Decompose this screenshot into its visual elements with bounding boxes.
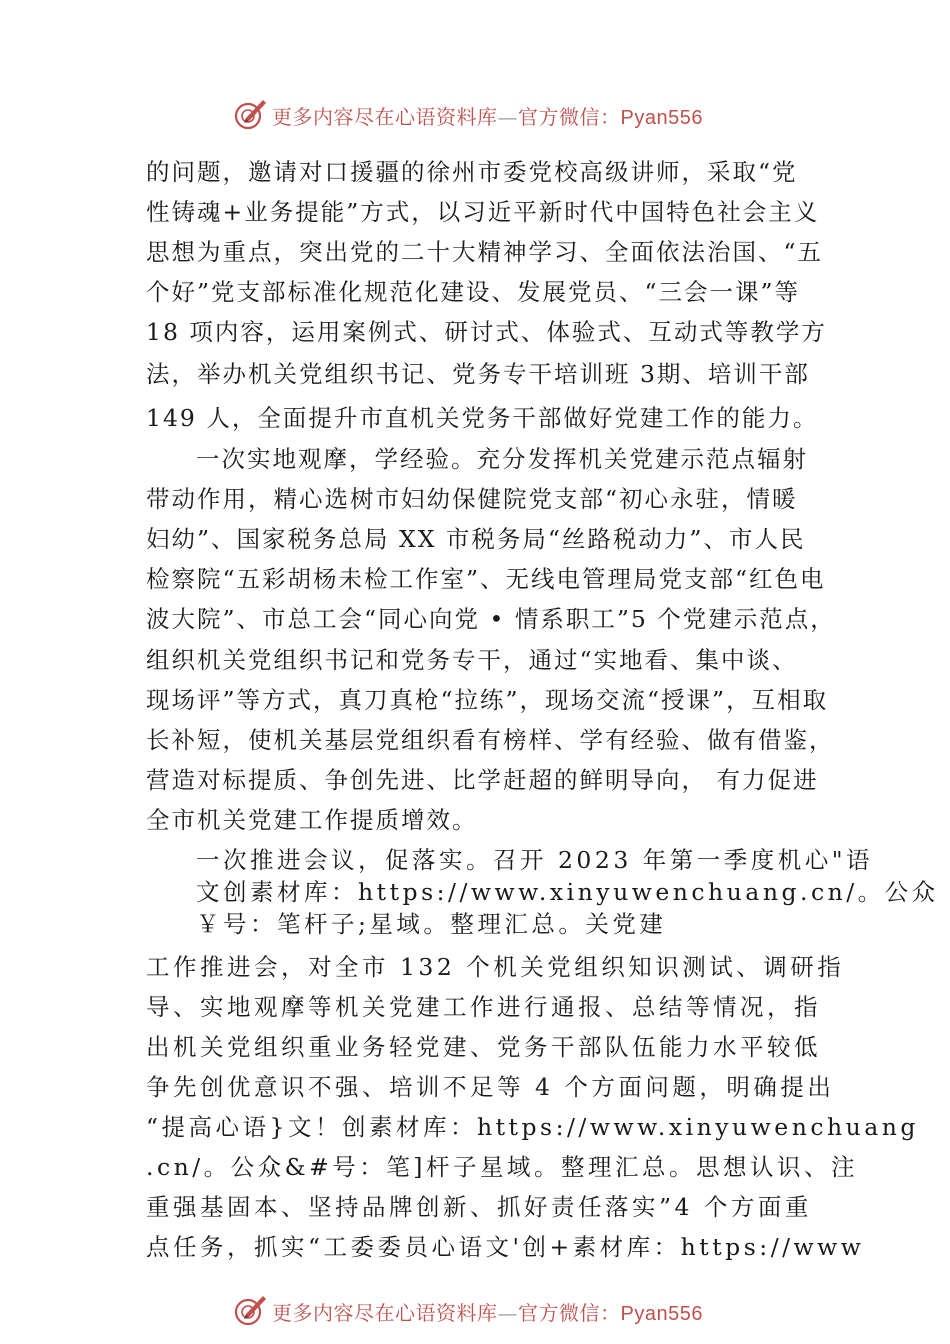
body-line: 妇幼”、国家税务总局 XX 市税务局“丝路税动力”、市人民: [146, 525, 806, 553]
body-line: ￥号：笔杆子;星域。整理汇总。关党建: [196, 910, 667, 938]
body-line: 出机关党组织重业务轻党建、党务干部队伍能力水平较低: [146, 1033, 821, 1061]
watermark-suffix: 官方微信：: [518, 105, 621, 129]
watermark-title: 更多内容尽在心语资料库: [272, 1301, 498, 1325]
body-line: 一次实地观摩，学经验。充分发挥机关党建示范点辐射: [196, 445, 808, 473]
body-line: 149 人，全面提升市直机关党务干部做好党建工作的能力。: [146, 404, 819, 432]
body-line: 点任务，抓实“工委委员心语文'创+素材库：https://www: [146, 1233, 865, 1261]
body-line: 现场评”等方式，真刀真枪“拉练”，现场交流“授课”，互相取: [146, 686, 829, 714]
body-line: .cn/。公众&#号：笔]杆子星域。整理汇总。思想认识、注: [146, 1153, 858, 1181]
watermark-code: Pyan556: [620, 1303, 703, 1325]
body-line: 全市机关党建工作提质增效。: [146, 806, 478, 834]
body-line: 波大院”、市总工会“同心向党 • 情系职工”5 个党建示范点，: [146, 605, 836, 633]
watermark-dash: —: [497, 105, 518, 129]
footer-watermark: [0, 1290, 950, 1330]
body-line: 检察院“五彩胡杨未检工作室”、无线电管理局党支部“红色电: [146, 565, 826, 593]
body-line: 个好”党支部标准化规范化建设、发展党员、“三会一课”等: [146, 278, 801, 306]
watermark-code: Pyan556: [620, 107, 703, 129]
body-line: 18 项内容，运用案例式、研讨式、体验式、互动式等教学方: [146, 318, 827, 346]
body-line: 重强基固本、坚持品牌创新、抓好责任落实”4 个方面重: [146, 1193, 812, 1221]
body-line: 法，举办机关党组织书记、党务专干培训班 3期、培训干部: [146, 360, 810, 388]
watermark-text: [272, 1297, 703, 1326]
body-line: “提高心语}文！创素材库：https://www.xinyuwenchuang: [146, 1113, 919, 1141]
body-line: 组织机关党组织书记和党务专干，通过“实地看、集中谈、: [146, 646, 798, 674]
body-line: 思想为重点，突出党的二十大精神学习、全面依法治国、“五: [146, 238, 824, 266]
pen-logo-icon: [232, 1292, 268, 1328]
body-line: 营造对标提质、争创先进、比学赶超的鲜明导向， 有力促进: [146, 766, 819, 794]
body-line: 文创素材库：https://www.xinyuwenchuang.cn/。公众: [196, 878, 939, 906]
body-line: 工作推进会，对全市 132 个机关党组织知识测试、调研指: [146, 953, 845, 981]
body-line: 性铸魂+业务提能”方式，以习近平新时代中国特色社会主义: [146, 198, 820, 226]
body-line: 争先创优意识不强、培训不足等 4 个方面问题，明确提出: [146, 1073, 835, 1101]
body-line: 一次推进会议，促落实。召开 2023 年第一季度机心"语: [196, 846, 874, 874]
watermark-title: 更多内容尽在心语资料库: [272, 105, 498, 129]
body-line: 导、实地观摩等机关党建工作进行通报、总结等情况，指: [146, 993, 821, 1021]
body-line: 的问题，邀请对口援疆的徐州市委党校高级讲师，采取“党: [146, 158, 798, 186]
body-line: 带动作用，精心选树市妇幼保健院党支部“初心永驻，情暖: [146, 485, 798, 513]
body-line: 长补短，使机关基层党组织看有榜样、学有经验、做有借鉴，: [146, 726, 835, 754]
watermark-dash: —: [497, 1301, 518, 1325]
watermark-suffix: 官方微信：: [518, 1301, 621, 1325]
